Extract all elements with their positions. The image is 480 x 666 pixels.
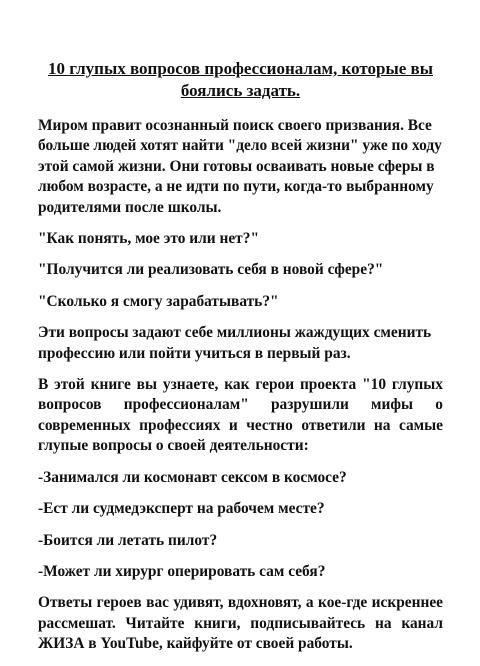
closing-paragraph: Ответы героев вас удивят, вдохновят, а кое-где искреннее рассмешат. Читайте книги, подписывайтесь на канал ЖИЗА в YouTube, кайфуйте от своей работы. <box>38 594 443 653</box>
example-question-3: -Боится ли летать пилот? <box>38 531 218 549</box>
intro-paragraph: Миром правит осознанный поиск своего призвания. Все больше людей хотят найти "дело всей жизни" уже по ходу этой самой жизни. Они готовы осваивать новые сферы в любом возрасте, а не идти по пути, когда-то выбранному родителями после школы. <box>38 117 442 216</box>
audience-paragraph: Эти вопросы задают себе миллионы жаждущих сменить профессию или пойти учиться в первый раз. <box>38 324 432 362</box>
question-quote-3: "Сколько я смогу зарабатывать?" <box>38 292 279 310</box>
question-quote-1: "Как понять, мое это или нет?" <box>38 230 259 248</box>
example-question-1: -Занимался ли космонавт сексом в космосе? <box>38 468 347 486</box>
example-question-4: -Может ли хирург оперировать сам себя? <box>38 562 326 580</box>
document-page <box>38 58 443 666</box>
question-quote-2: "Получится ли реализовать себя в новой сфере?" <box>38 261 384 279</box>
example-question-2: -Ест ли судмедэксперт на рабочем месте? <box>38 500 325 518</box>
document-title: 10 глупых вопросов профессионалам, которые вы боялись задать. <box>48 59 433 100</box>
book-description-paragraph: В этой книге вы узнаете, как герои проекта "10 глупых вопросов профессионалам" разрушили мифы о современных профессиях и честно ответили на самые глупые вопросы о своей деятельности: <box>38 376 443 455</box>
